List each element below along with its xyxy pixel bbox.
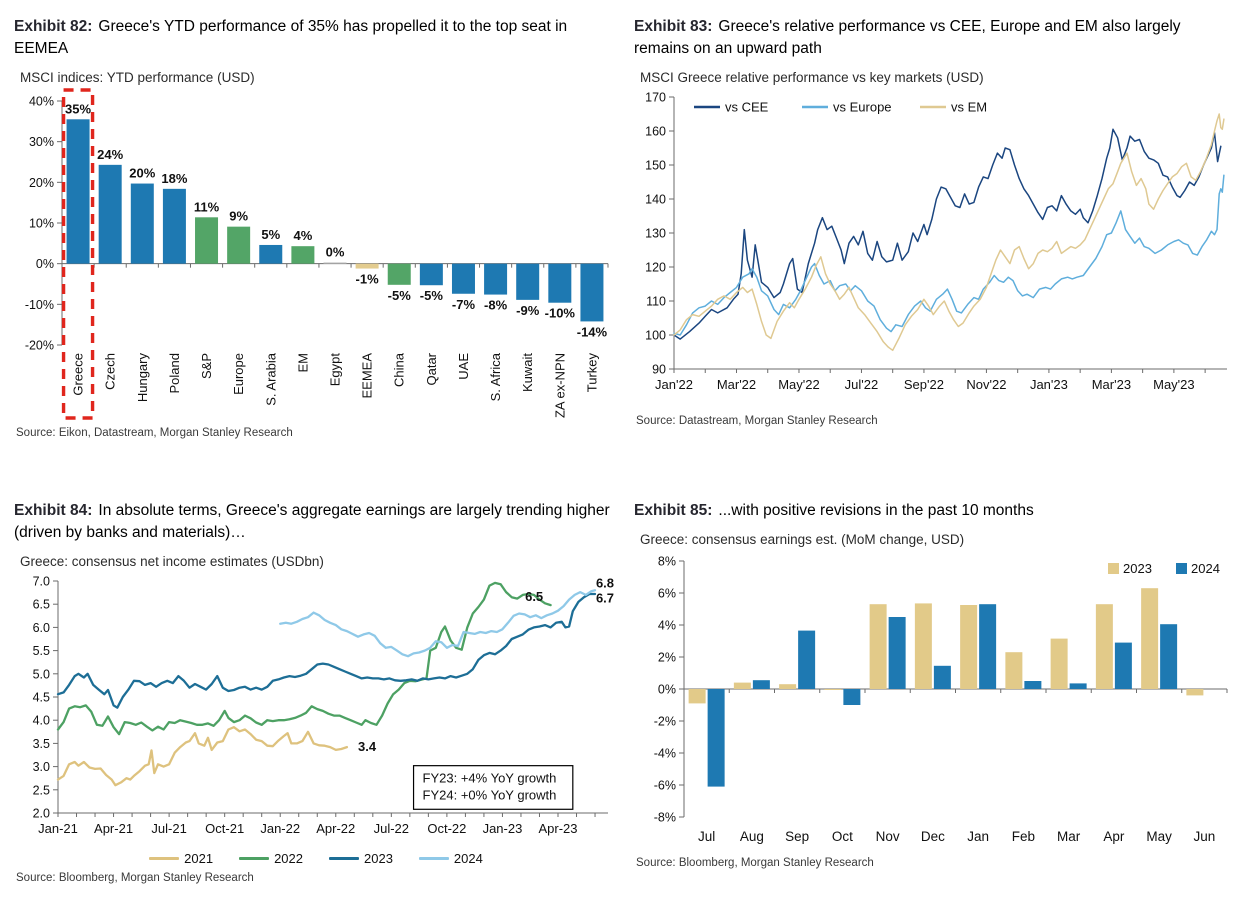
- x-tick-label: Apr-21: [94, 821, 134, 836]
- x-tick-label: Feb: [1011, 829, 1036, 844]
- exhibit-83-chart: [634, 87, 1237, 409]
- category-label: EM: [295, 353, 311, 373]
- x-tick-label: Mar'22: [716, 377, 757, 392]
- panel-exhibit-85: [634, 500, 1237, 869]
- legend-label: 2024: [453, 851, 483, 866]
- exhibit-83-title-text: Greece's relative performance vs CEE, Europe and EM also largely remains on an upward path: [634, 18, 1181, 57]
- y-tick-label: 130: [645, 226, 666, 241]
- y-tick-label: 150: [645, 158, 666, 173]
- legend-swatch: [419, 857, 449, 860]
- bar-Apr-2023: [1096, 604, 1113, 689]
- bar-value-label: -5%: [419, 288, 443, 304]
- bar-Apr-2024: [1115, 643, 1132, 689]
- bar-Mar-2024: [1070, 683, 1087, 689]
- category-label: S. Arabia: [263, 353, 279, 406]
- bar-value-label: 20%: [129, 165, 156, 181]
- bar-value-label: -1%: [355, 271, 379, 287]
- x-tick-label: Jan'23: [1029, 377, 1068, 392]
- bar-Oct-2023: [824, 689, 841, 690]
- y-tick-label: 5.0: [32, 667, 50, 682]
- y-tick-label: 0%: [35, 257, 54, 272]
- panel-exhibit-82: [14, 16, 618, 439]
- y-tick-label: -8%: [653, 810, 676, 825]
- bar-Egypt: [324, 262, 347, 263]
- bar-Aug-2023: [734, 683, 751, 689]
- annotation: 6.5: [525, 588, 544, 604]
- bar-value-label: 5%: [261, 226, 281, 242]
- legend-swatch: [1176, 563, 1187, 574]
- x-tick-label: Apr-22: [316, 821, 356, 836]
- x-tick-label: Jul'22: [844, 377, 879, 392]
- bar-value-label: 24%: [97, 146, 124, 162]
- y-tick-label: 3.5: [32, 736, 50, 751]
- bar-value-label: -7%: [451, 296, 476, 312]
- bar-value-label: -10%: [544, 305, 576, 321]
- legend-swatch: [329, 857, 359, 860]
- bar-Poland: [163, 189, 186, 264]
- bar-Sep-2024: [798, 631, 815, 689]
- exhibit-82-subtitle: MSCI indices: YTD performance (USD): [20, 70, 255, 85]
- annotation: 6.7: [595, 590, 615, 606]
- bar-Turkey: [580, 264, 603, 322]
- bar-value-label: -14%: [576, 324, 608, 340]
- x-tick-label: Jan-22: [260, 821, 301, 836]
- y-tick-label: 100: [645, 328, 666, 343]
- bar-Dec-2023: [915, 603, 932, 689]
- y-tick-label: 120: [645, 260, 666, 275]
- bar-value-label: 0%: [325, 244, 345, 260]
- legend-item-2023: [329, 851, 393, 866]
- x-tick-label: Mar'23: [1091, 377, 1132, 392]
- x-tick-label: Nov: [875, 829, 900, 844]
- x-tick-label: Jul-22: [373, 821, 410, 836]
- series-2021: [58, 727, 347, 785]
- legend-label: 2024: [1191, 561, 1220, 576]
- category-label: S&P: [199, 353, 215, 380]
- exhibit-82-chart: [14, 87, 618, 421]
- x-tick-label: Apr-23: [538, 821, 578, 836]
- category-label: S. Africa: [488, 353, 504, 402]
- y-tick-label: 8%: [657, 554, 676, 569]
- panel-exhibit-84: [14, 500, 618, 884]
- bar-Nov-2023: [870, 604, 887, 689]
- x-tick-label: Jul-21: [151, 821, 187, 836]
- bar-May-2023: [1141, 588, 1158, 689]
- x-tick-label: Nov'22: [966, 377, 1007, 392]
- exhibit-82-label: Exhibit 82:: [14, 18, 93, 35]
- bar-Kuwait: [516, 264, 539, 300]
- x-tick-label: Jan: [967, 829, 990, 844]
- y-tick-label: 30%: [28, 135, 54, 150]
- exhibit-85-subtitle: Greece: consensus earnings est. (MoM change, USD): [640, 532, 965, 547]
- x-tick-label: Oct-22: [427, 821, 467, 836]
- y-tick-label: -20%: [24, 338, 54, 353]
- category-label: China: [391, 353, 407, 387]
- bar-Jul-2024: [708, 689, 725, 787]
- y-tick-label: 6%: [657, 586, 676, 601]
- y-tick-label: 6.5: [32, 597, 50, 612]
- y-tick-label: 20%: [28, 175, 54, 190]
- y-tick-label: 4.5: [32, 690, 50, 705]
- exhibit-85-chart: [634, 549, 1237, 851]
- legend-swatch: [1108, 563, 1119, 574]
- y-tick-label: -4%: [653, 746, 676, 761]
- x-tick-label: Mar: [1057, 829, 1081, 844]
- series-2022: [58, 583, 551, 734]
- category-label: Egypt: [327, 353, 343, 387]
- category-label: Hungary: [134, 353, 150, 403]
- x-tick-label: May'23: [1153, 377, 1195, 392]
- bar-value-label: 35%: [65, 101, 92, 117]
- x-tick-label: Jul: [697, 829, 716, 844]
- bar-Nov-2024: [889, 617, 906, 689]
- x-tick-label: Jan'22: [655, 377, 693, 392]
- bar-value-label: -8%: [484, 297, 508, 313]
- legend-label: 2023: [364, 851, 393, 866]
- annotation: 6.8: [595, 575, 615, 591]
- bar-Jun-2023: [1186, 689, 1203, 695]
- bar-EEMEA: [356, 264, 379, 269]
- exhibit-85-source: Source: Bloomberg, Morgan Stanley Research: [636, 857, 874, 869]
- y-tick-label: 110: [646, 294, 666, 309]
- exhibit-82-title: [14, 16, 618, 60]
- bar-ZA ex-NPN: [548, 264, 571, 303]
- exhibit-82-title-text: Greece's YTD performance of 35% has propelled it to the top seat in EEMEA: [14, 18, 568, 57]
- exhibit-83-title: [634, 16, 1237, 60]
- annotation-box-line: FY23: +4% YoY growth: [422, 770, 557, 786]
- y-tick-label: 40%: [28, 94, 54, 109]
- bar-Feb-2024: [1024, 681, 1041, 689]
- bar-value-label: -9%: [516, 302, 540, 318]
- category-label: Qatar: [423, 353, 439, 386]
- exhibit-82-source: Source: Eikon, Datastream, Morgan Stanley Research: [16, 427, 293, 439]
- legend-label: vs EM: [951, 99, 988, 115]
- legend-label: vs Europe: [833, 99, 892, 115]
- y-tick-label: -2%: [653, 714, 676, 729]
- category-label: Poland: [166, 353, 182, 394]
- bar-May-2024: [1160, 624, 1177, 689]
- bar-Jan-2023: [960, 605, 977, 689]
- x-tick-label: Oct-21: [205, 821, 245, 836]
- y-tick-label: 4%: [657, 618, 676, 633]
- y-tick-label: 3.0: [32, 760, 50, 775]
- legend-item-2024: [419, 851, 483, 866]
- x-tick-label: Sep'22: [903, 377, 944, 392]
- bar-China: [388, 264, 411, 285]
- exhibit-85-title: [634, 500, 1237, 522]
- y-tick-label: 2.0: [32, 806, 50, 821]
- legend-label: vs CEE: [725, 99, 769, 115]
- bar-value-label: -5%: [387, 287, 411, 303]
- exhibit-83-label: Exhibit 83:: [634, 18, 713, 35]
- annotation-box-line: FY24: +0% YoY growth: [422, 787, 557, 803]
- exhibit-85-title-text: ...with positive revisions in the past 10 months: [718, 502, 1034, 519]
- exhibit-84-chart: [14, 571, 618, 849]
- x-tick-label: Apr: [1103, 829, 1125, 844]
- bar-S&P: [195, 217, 218, 263]
- bar-value-label: 4%: [293, 228, 313, 244]
- y-tick-label: 90: [652, 362, 666, 377]
- legend-item-2022: [239, 851, 303, 866]
- y-tick-label: 160: [645, 124, 666, 139]
- x-tick-label: Aug: [739, 829, 764, 844]
- exhibit-84-subtitle: Greece: consensus net income estimates (USDbn): [20, 554, 324, 569]
- exhibit-84-title-text: In absolute terms, Greece's aggregate earnings are largely trending higher (driven by banks and materials)…: [14, 502, 610, 541]
- x-tick-label: May: [1146, 829, 1172, 844]
- bar-Czech: [99, 165, 122, 264]
- y-tick-label: 170: [645, 90, 666, 105]
- bar-value-label: 11%: [193, 199, 220, 215]
- bar-Jul-2023: [689, 689, 706, 703]
- bar-Feb-2023: [1005, 652, 1022, 689]
- bar-Oct-2024: [843, 689, 860, 705]
- x-tick-label: Jan-21: [38, 821, 78, 836]
- category-label: Czech: [102, 353, 118, 390]
- category-label: Greece: [70, 353, 86, 396]
- y-tick-label: -6%: [653, 778, 676, 793]
- y-tick-label: 4.0: [32, 713, 50, 728]
- exhibit-84-legend: [14, 851, 618, 866]
- bar-value-label: 9%: [229, 208, 249, 224]
- x-tick-label: Sep: [785, 829, 810, 844]
- exhibit-83-source: Source: Datastream, Morgan Stanley Research: [636, 415, 878, 427]
- panel-exhibit-83: [634, 16, 1237, 427]
- x-tick-label: Dec: [920, 829, 945, 844]
- series-2024: [280, 590, 595, 656]
- bar-Dec-2024: [934, 666, 951, 689]
- bar-Mar-2023: [1051, 639, 1068, 689]
- bar-Jan-2024: [979, 604, 996, 689]
- exhibit-84-source: Source: Bloomberg, Morgan Stanley Research: [16, 872, 254, 884]
- exhibit-85-label: Exhibit 85:: [634, 502, 713, 519]
- x-tick-label: Jan-23: [482, 821, 523, 836]
- bar-Hungary: [131, 184, 154, 264]
- bar-EM: [291, 246, 314, 263]
- y-tick-label: 2%: [657, 650, 676, 665]
- bar-value-label: 18%: [161, 170, 188, 186]
- category-label: ZA ex-NPN: [552, 353, 568, 419]
- y-tick-label: -10%: [24, 297, 54, 312]
- y-tick-label: 0%: [657, 682, 676, 697]
- category-label: Kuwait: [520, 353, 536, 393]
- series-2023: [58, 594, 595, 708]
- category-label: Turkey: [584, 353, 600, 393]
- exhibit-84-label: Exhibit 84:: [14, 502, 93, 519]
- y-tick-label: 140: [645, 192, 666, 207]
- legend-swatch: [149, 857, 179, 860]
- category-label: UAE: [455, 353, 471, 380]
- x-tick-label: May'22: [778, 377, 820, 392]
- bar-S. Africa: [484, 264, 507, 295]
- y-tick-label: 7.0: [32, 574, 50, 589]
- y-tick-label: 5.5: [32, 644, 50, 659]
- y-tick-label: 6.0: [32, 620, 50, 635]
- bar-Aug-2024: [753, 680, 770, 689]
- legend-label: 2023: [1123, 561, 1152, 576]
- y-tick-label: 10%: [28, 216, 54, 231]
- x-tick-label: Jun: [1193, 829, 1216, 844]
- annotation: 3.4: [358, 739, 377, 755]
- legend-swatch: [239, 857, 269, 860]
- exhibit-84-title: [14, 500, 618, 544]
- bar-Qatar: [420, 264, 443, 286]
- bar-Greece: [67, 119, 90, 263]
- y-tick-label: 2.5: [32, 783, 50, 798]
- legend-label: 2021: [184, 851, 214, 866]
- category-label: EEMEA: [359, 353, 375, 399]
- legend-item-2021: [149, 851, 213, 866]
- legend-label: 2022: [274, 851, 303, 866]
- x-tick-label: Oct: [831, 829, 853, 844]
- bar-Sep-2023: [779, 684, 796, 689]
- exhibit-83-subtitle: MSCI Greece relative performance vs key markets (USD): [640, 70, 984, 85]
- series-vs-em: [674, 114, 1224, 350]
- bar-UAE: [452, 264, 475, 294]
- category-label: Europe: [231, 353, 247, 395]
- bar-Europe: [227, 227, 250, 264]
- bar-S. Arabia: [259, 245, 282, 264]
